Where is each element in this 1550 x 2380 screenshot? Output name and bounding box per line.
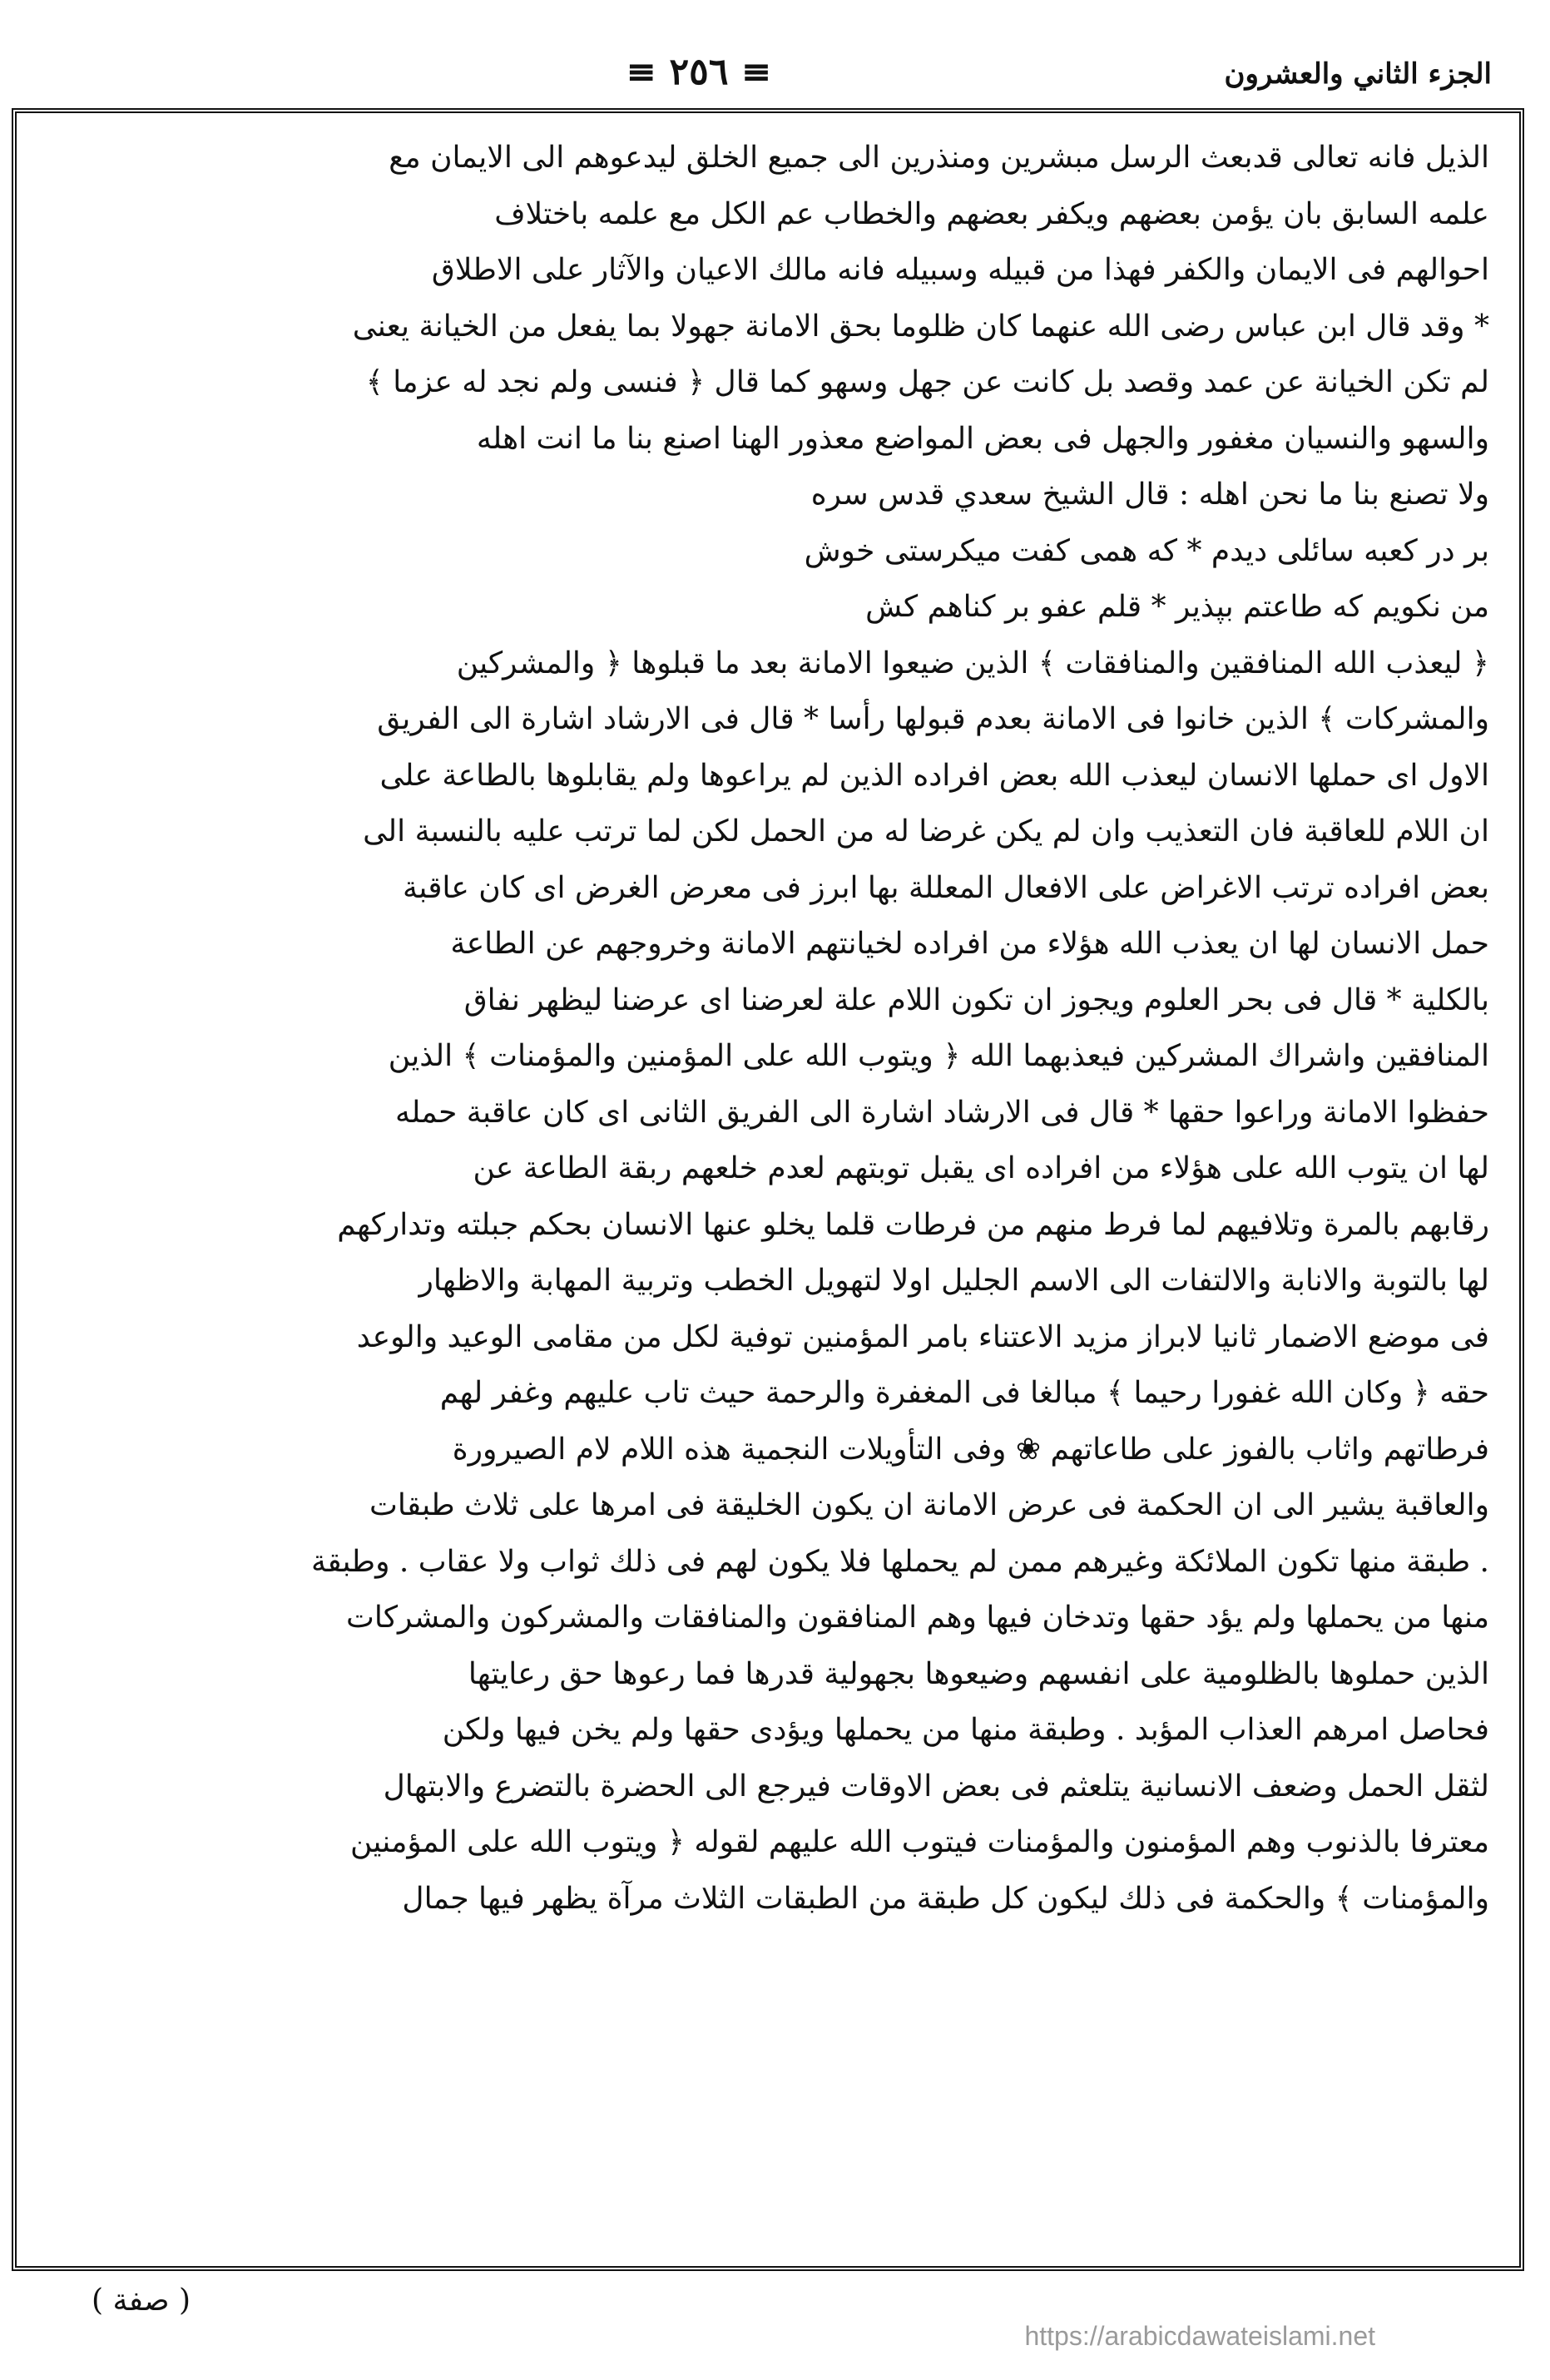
text-line: ان اللام للعاقبة فان التعذيب وان لم يكن غرضا له من الحمل لكن لما ترتب عليه بالنسبة الى bbox=[363, 814, 1489, 849]
text-line: لثقل الحمل وضعف الانسانية يتلعثم فى بعض الاوقات فيرجع الى الحضرة بالتضرع والابتهال bbox=[383, 1769, 1489, 1804]
text-line: معترفا بالذنوب وهم المؤمنون والمؤمنات فيتوب الله عليهم لقوله ﴿ ويتوب الله على المؤمنين bbox=[349, 1825, 1489, 1859]
text-line: فحاصل امرهم العذاب المؤبد . وطبقة منها من يحملها ويؤدى حقها ولم يخن فيها ولكن bbox=[442, 1713, 1489, 1747]
section-title: الجزء الثاني والعشرون bbox=[1224, 57, 1492, 91]
page-body bbox=[47, 130, 1489, 2249]
text-line: والمؤمنات ﴾ والحكمة فى ذلك ليكون كل طبقة من الطبقات الثلاث مرآة يظهر فيها جمال bbox=[402, 1881, 1489, 1916]
poem-verse: من نكويم كه طاعتم بپذير * قلم عفو بر كناهم كش bbox=[865, 590, 1489, 624]
text-line: والعاقبة يشير الى ان الحكمة فى عرض الامانة ان يكون الخليقة فى امرها على ثلاث طبقات bbox=[369, 1488, 1489, 1522]
text-line: الاول اى حملها الانسان ليعذب الله بعض افراده الذين لم يراعوها ولم يقابلوها بالطاعة على bbox=[379, 758, 1489, 793]
text-line: * وقد قال ابن عباس رضى الله عنهما كان ظلوما بحق الامانة جهولا بما يفعل من الخيانة يعنى bbox=[352, 309, 1489, 344]
text-line: والمشركات ﴾ الذين خانوا فى الامانة بعدم قبولها رأسا * قال فى الارشاد اشارة الى الفريق bbox=[377, 702, 1489, 736]
text-line: لها بالتوبة والانابة والالتفات الى الاسم الجليل اولا لتهويل الخطب وتربية المهابة والاظهار bbox=[418, 1264, 1489, 1298]
page-header bbox=[33, 46, 1517, 104]
page-number: ≡ ٢٥٦ ≡ bbox=[626, 51, 772, 93]
website-watermark: https://arabicdawateislami.net bbox=[1024, 2321, 1375, 2351]
text-line: بالكلية * قال فى بحر العلوم ويجوز ان تكون اللام علة لعرضنا اى عرضنا ليظهر نفاق bbox=[463, 982, 1489, 1017]
text-line: حقه ﴿ وكان الله غفورا رحيما ﴾ مبالغا فى المغفرة والرحمة حيث تاب عليهم وغفر لهم bbox=[439, 1376, 1489, 1410]
catchword: ( صفة ) bbox=[92, 2284, 191, 2318]
text-line: ﴿ ليعذب الله المنافقين والمنافقات ﴾ الذين ضيعوا الامانة بعد ما قبلوها ﴿ والمشركين bbox=[456, 646, 1489, 680]
text-line: الذيل فانه تعالى قدبعث الرسل مبشرين ومنذرين الى جميع الخلق ليدعوهم الى الايمان مع bbox=[389, 141, 1489, 175]
poem-verse: بر در كعبه سائلى ديدم * كه همى كفت ميكرستى خوش bbox=[804, 533, 1489, 568]
text-line: والسهو والنسيان مغفور والجهل فى بعض المواضع معذور الهنا اصنع بنا ما انت اهله bbox=[476, 421, 1489, 456]
text-line: حفظوا الامانة وراعوا حقها * قال فى الارشاد اشارة الى الفريق الثانى اى كان عاقبة حمله bbox=[395, 1095, 1489, 1130]
text-line: بعض افراده ترتب الاغراض على الافعال المعللة بها ابرز فى معرض الغرض اى كان عاقبة bbox=[403, 870, 1489, 905]
text-frame bbox=[12, 108, 1524, 2271]
text-line: الذين حملوها بالظلومية على انفسهم وضيعوها بجهولية قدرها فما رعوها حق رعايتها bbox=[468, 1656, 1489, 1691]
text-line: لم تكن الخيانة عن عمد وقصد بل كانت عن جهل وسهو كما قال ﴿ فنسى ولم نجد له عزما ﴾ bbox=[365, 365, 1489, 399]
text-line: ولا تصنع بنا ما نحن اهله : قال الشيخ سعدي قدس سره bbox=[810, 477, 1489, 512]
text-line: المنافقين واشراك المشركين فيعذبهما الله ﴿ ويتوب الله على المؤمنين والمؤمنات ﴾ الذين bbox=[388, 1039, 1489, 1073]
text-line: فى موضع الاضمار ثانيا لابراز مزيد الاعتناء بامر المؤمنين توفية لكل من مقامى الوعيد والوعد bbox=[356, 1319, 1489, 1354]
text-line: حمل الانسان لها ان يعذب الله هؤلاء من افراده لخيانتهم الامانة وخروجهم عن الطاعة bbox=[450, 927, 1489, 961]
text-line: علمه السابق بان يؤمن بعضهم ويكفر بعضهم والخطاب عم الكل مع علمه باختلاف bbox=[494, 196, 1489, 231]
text-line: لها ان يتوب الله على هؤلاء من افراده اى يقبل توبتهم لعدم خلعهم ربقة الطاعة عن bbox=[473, 1151, 1489, 1185]
text-line: فرطاتهم واثاب بالفوز على طاعاتهم ❀ وفى التأويلات النجمية هذه اللام لام الصيرورة bbox=[452, 1432, 1489, 1467]
text-line: رقابهم بالمرة وتلافيهم لما فرط منهم من فرطات قلما يخلو عنها الانسان بحكم جبلته وتداركهم bbox=[337, 1207, 1489, 1242]
text-line: منها من يحملها ولم يؤد حقها وتدخان فيها وهم المنافقون والمنافقات والمشركون والمشركات bbox=[346, 1601, 1489, 1635]
text-line: . طبقة منها تكون الملائكة وغيرهم ممن لم يحملها فلا يكون لهم فى ذلك ثواب ولا عقاب . وطبقة bbox=[311, 1544, 1489, 1579]
text-line: احوالهم فى الايمان والكفر فهذا من قبيله وسبيله فانه مالك الاعيان والآثار على الاطلاق bbox=[431, 253, 1489, 287]
